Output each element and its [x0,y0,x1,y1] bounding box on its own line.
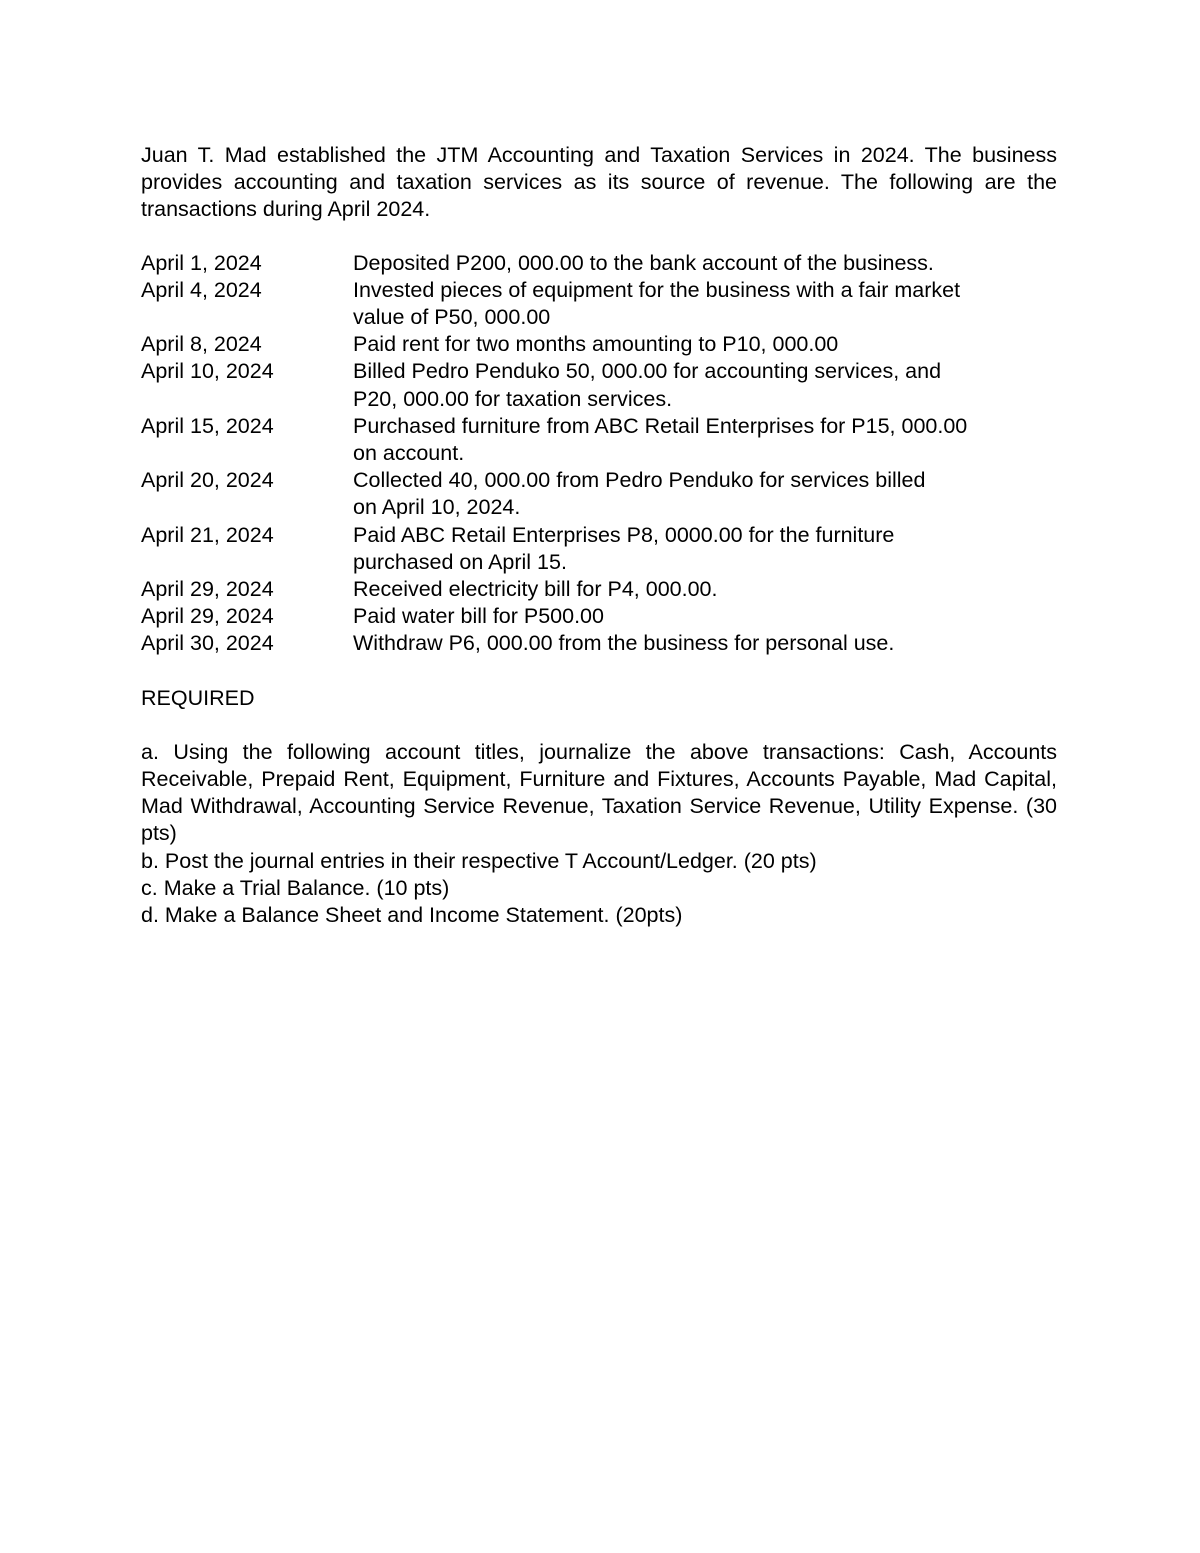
document-page [141,142,1057,929]
transaction-row [141,603,1057,630]
transaction-row [141,277,1057,331]
transaction-description-line: Paid water bill for P500.00 [353,604,604,629]
transaction-description [353,277,1043,331]
transaction-date: April 8, 2024 [141,332,262,357]
transaction-description-line: Paid ABC Retail Enterprises P8, 0000.00 for the furniture [353,522,895,547]
transaction-description [353,576,1043,603]
transaction-description [353,331,1043,358]
transaction-row [141,250,1057,277]
transaction-description-line: Paid rent for two months amounting to P10, 000.00 [353,332,839,357]
requirement-item: c. Make a Trial Balance. (10 pts) [141,875,450,900]
transaction-row [141,413,1057,467]
transaction-row [141,576,1057,603]
transaction-description-line: on April 10, 2024. [353,495,521,520]
transaction-row [141,331,1057,358]
transaction-date: April 20, 2024 [141,468,274,493]
transaction-description [353,603,1043,630]
requirement-item: d. Make a Balance Sheet and Income Statement. (20pts) [141,903,683,928]
transaction-description-line: P20, 000.00 for taxation services. [353,386,673,411]
transaction-date: April 15, 2024 [141,413,274,438]
requirement-item: b. Post the journal entries in their respective T Account/Ledger. (20 pts) [141,848,817,873]
transaction-row [141,467,1057,521]
transaction-description [353,630,1043,657]
transaction-description-line: purchased on April 15. [353,549,567,574]
transaction-description [353,467,1043,521]
requirement-item: a. Using the following account titles, journalize the above transactions: Cash, Accounts Receivable, Prepaid Rent, Equipment, Furniture and Fixtures, Accounts Payable, Mad Capital, Mad Withdrawal, Accounting Service Revenue, Taxation Service Revenue, Utility Expense. (30 pts) [141,739,1057,846]
transaction-description [353,522,1043,576]
transaction-date: April 21, 2024 [141,522,274,547]
transaction-description-line: Received electricity bill for P4, 000.00. [353,577,718,602]
transaction-date: April 30, 2024 [141,631,274,656]
transaction-description [353,250,1043,277]
requirements-list [141,739,1057,929]
transaction-description-line: on account. [353,441,465,466]
transaction-description-line: Collected 40, 000.00 from Pedro Penduko for services billed [353,468,926,493]
transaction-description-line: Withdraw P6, 000.00 from the business for personal use. [353,631,895,656]
transaction-row [141,358,1057,412]
required-heading: REQUIRED [141,685,255,710]
intro-paragraph: Juan T. Mad established the JTM Accounting and Taxation Services in 2024. The business provides accounting and taxation services as its source of revenue. The following are the transactions during April 2024. [141,143,1057,222]
transaction-description-line: Invested pieces of equipment for the business with a fair market [353,277,961,302]
transaction-description-line: value of P50, 000.00 [353,305,551,330]
transaction-row [141,522,1057,576]
transaction-row [141,630,1057,657]
transaction-date: April 29, 2024 [141,604,274,629]
transaction-date: April 29, 2024 [141,577,274,602]
transaction-description [353,358,1043,412]
transaction-list [141,250,1057,658]
transaction-date: April 4, 2024 [141,277,262,302]
transaction-description-line: Billed Pedro Penduko 50, 000.00 for accounting services, and [353,359,942,384]
transaction-description-line: Purchased furniture from ABC Retail Enterprises for P15, 000.00 [353,413,968,438]
transaction-description-line: Deposited P200, 000.00 to the bank account of the business. [353,250,934,275]
transaction-date: April 1, 2024 [141,250,262,275]
transaction-description [353,413,1043,467]
transaction-date: April 10, 2024 [141,359,274,384]
